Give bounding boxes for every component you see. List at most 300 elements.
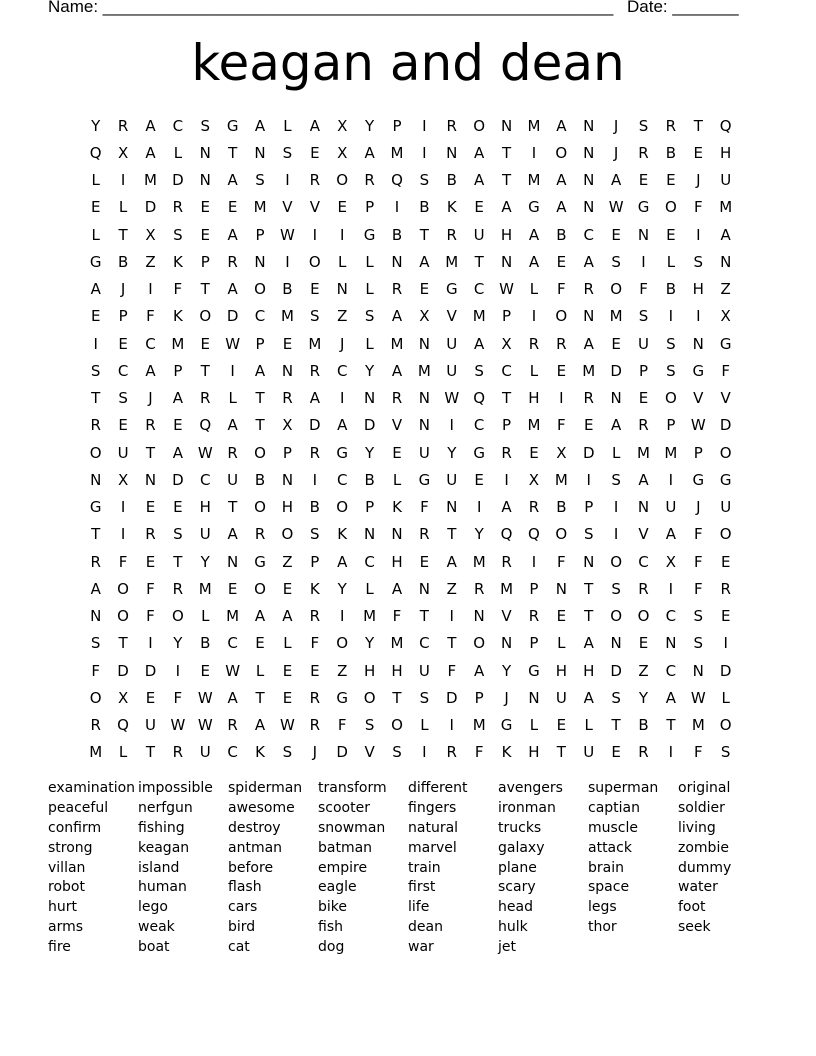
- grid-letter: Z: [282, 552, 293, 571]
- grid-letter: P: [529, 579, 539, 598]
- word-item: captian: [588, 799, 640, 816]
- grid-letter: I: [422, 143, 427, 162]
- word-item: before: [228, 859, 274, 876]
- grid-letter: O: [254, 443, 266, 462]
- grid-letter: E: [227, 579, 238, 598]
- grid-letter: U: [446, 470, 458, 489]
- word-item: examination: [48, 780, 136, 796]
- grid-letter: A: [528, 252, 540, 271]
- grid-letter: T: [666, 716, 676, 735]
- grid-letter: O: [117, 579, 129, 598]
- word-item: galaxy: [498, 839, 545, 856]
- word-item: dummy: [678, 859, 732, 876]
- grid-letter: V: [638, 525, 649, 544]
- grid-letter: M: [527, 116, 541, 135]
- grid-letter: D: [719, 661, 732, 680]
- grid-letter: Y: [365, 634, 375, 653]
- grid-letter: I: [120, 498, 126, 517]
- grid-row: [82, 521, 742, 548]
- word-item: arms: [48, 919, 84, 936]
- grid-letter: E: [638, 171, 649, 190]
- grid-letter: O: [555, 525, 568, 544]
- word-item: jet: [498, 939, 516, 956]
- grid-letter: A: [474, 661, 485, 680]
- grid-letter: S: [282, 743, 293, 762]
- grid-letter: A: [145, 361, 156, 380]
- grid-letter: P: [173, 361, 183, 380]
- grid-letter: C: [364, 552, 375, 571]
- grid-letter: I: [120, 525, 126, 544]
- grid-letter: R: [90, 716, 101, 735]
- grid-letter: E: [419, 552, 430, 571]
- word-item: original: [678, 780, 731, 796]
- grid-letter: T: [474, 252, 484, 271]
- grid-letter: T: [693, 116, 703, 135]
- grid-letter: F: [337, 716, 347, 735]
- grid-row: [82, 657, 742, 684]
- word-item: space: [588, 879, 630, 896]
- grid-letter: F: [91, 661, 101, 680]
- word-item: peaceful: [48, 799, 109, 816]
- grid-letter: M: [89, 743, 103, 762]
- grid-letter: C: [583, 225, 594, 244]
- grid-letter: Z: [446, 579, 457, 598]
- grid-letter: F: [693, 198, 703, 217]
- grid-letter: T: [584, 579, 594, 598]
- grid-letter: U: [638, 334, 649, 353]
- grid-letter: C: [172, 116, 184, 135]
- grid-letter: N: [500, 116, 513, 135]
- grid-letter: E: [200, 334, 210, 353]
- grid-letter: A: [337, 552, 348, 571]
- grid-letter: U: [227, 470, 239, 489]
- grid-letter: R: [501, 552, 512, 571]
- grid-letter: T: [419, 225, 429, 244]
- grid-letter: C: [145, 334, 156, 353]
- grid-letter: I: [559, 389, 564, 408]
- grid-letter: H: [199, 498, 211, 517]
- grid-letter: S: [611, 688, 621, 707]
- word-item: hurt: [48, 899, 77, 916]
- grid-letter: O: [664, 389, 677, 408]
- grid-letter: L: [529, 716, 539, 735]
- word-item: flash: [228, 879, 262, 896]
- grid-letter: G: [89, 252, 102, 271]
- grid-letter: P: [474, 688, 484, 707]
- grid-letter: A: [227, 525, 238, 544]
- grid-letter: C: [336, 470, 348, 489]
- grid-letter: D: [172, 470, 184, 489]
- grid-letter: R: [583, 280, 594, 299]
- grid-letter: M: [527, 416, 541, 435]
- grid-letter: B: [419, 198, 430, 217]
- grid-letter: M: [719, 198, 733, 217]
- grid-letter: G: [89, 498, 102, 517]
- grid-letter: E: [474, 470, 484, 489]
- grid-letter: I: [285, 171, 290, 190]
- grid-row: [82, 603, 742, 630]
- grid-letter: R: [720, 579, 731, 598]
- grid-letter: S: [611, 579, 621, 598]
- grid-letter: A: [309, 116, 320, 135]
- grid-letter: W: [499, 280, 514, 299]
- grid-letter: I: [339, 607, 345, 626]
- grid-row: [82, 276, 742, 303]
- grid-letter: N: [418, 579, 430, 598]
- grid-letter: A: [172, 443, 183, 462]
- grid-letter: A: [391, 307, 403, 326]
- grid-letter: A: [282, 607, 293, 626]
- grid-letter: I: [531, 143, 537, 162]
- word-item: thor: [588, 919, 617, 936]
- grid-letter: S: [392, 743, 402, 762]
- grid-letter: X: [556, 443, 567, 462]
- word-item: robot: [48, 879, 85, 896]
- grid-letter: S: [282, 143, 293, 162]
- word-item: impossible: [138, 780, 213, 796]
- grid-letter: F: [420, 498, 429, 517]
- grid-letter: O: [719, 443, 732, 462]
- grid-letter: I: [668, 470, 674, 489]
- grid-letter: J: [613, 116, 619, 135]
- grid-letter: S: [90, 361, 101, 380]
- grid-letter: H: [720, 143, 732, 162]
- grid-letter: I: [175, 661, 181, 680]
- grid-letter: I: [148, 634, 153, 653]
- grid-letter: U: [473, 225, 485, 244]
- grid-letter: F: [639, 280, 648, 299]
- word-item: muscle: [588, 819, 639, 836]
- grid-letter: O: [555, 143, 568, 162]
- grid-letter: E: [638, 389, 649, 408]
- grid-letter: C: [254, 307, 266, 326]
- grid-letter: I: [422, 743, 427, 762]
- grid-letter: N: [254, 252, 266, 271]
- grid-letter: S: [611, 252, 621, 271]
- grid-letter: E: [337, 198, 347, 217]
- grid-letter: E: [556, 716, 567, 735]
- grid-letter: E: [556, 607, 567, 626]
- grid-letter: J: [120, 280, 126, 299]
- grid-row: [82, 385, 742, 412]
- grid-letter: M: [472, 716, 486, 735]
- grid-letter: L: [365, 579, 374, 598]
- grid-letter: P: [365, 498, 375, 517]
- grid-letter: B: [665, 280, 677, 299]
- grid-letter: R: [227, 252, 238, 271]
- grid-letter: R: [638, 143, 649, 162]
- grid-letter: U: [446, 361, 458, 380]
- word-item: fingers: [408, 799, 457, 816]
- grid-letter: U: [199, 525, 211, 544]
- grid-letter: S: [666, 334, 676, 353]
- grid-letter: L: [557, 634, 566, 653]
- grid-letter: Y: [474, 525, 484, 544]
- grid-letter: O: [117, 607, 129, 626]
- grid-letter: N: [692, 334, 704, 353]
- grid-letter: C: [227, 743, 238, 762]
- grid-letter: T: [501, 143, 512, 162]
- grid-letter: P: [502, 307, 512, 326]
- grid-letter: M: [445, 252, 459, 271]
- puzzle-title: keagan and dean: [191, 34, 625, 92]
- word-item: soldier: [678, 799, 725, 816]
- grid-letter: I: [449, 607, 454, 626]
- grid-letter: P: [118, 307, 128, 326]
- grid-row: [82, 412, 742, 439]
- grid-letter: D: [117, 661, 129, 680]
- grid-letter: O: [555, 307, 568, 326]
- word-item: bird: [228, 919, 256, 936]
- grid-letter: T: [145, 443, 156, 462]
- grid-letter: B: [117, 252, 129, 271]
- grid-letter: I: [230, 361, 235, 380]
- grid-letter: I: [476, 498, 482, 517]
- grid-letter: E: [200, 661, 210, 680]
- grid-letter: E: [638, 634, 649, 653]
- grid-letter: U: [144, 716, 156, 735]
- grid-letter: V: [364, 743, 375, 762]
- grid-letter: T: [584, 607, 594, 626]
- grid-letter: S: [310, 307, 320, 326]
- grid-row: [82, 303, 742, 330]
- grid-letter: S: [310, 525, 320, 544]
- grid-letter: W: [444, 389, 460, 408]
- grid-letter: Y: [337, 579, 347, 598]
- grid-letter: U: [418, 661, 430, 680]
- grid-letter: A: [556, 198, 567, 217]
- grid-letter: X: [419, 307, 430, 326]
- grid-letter: I: [148, 280, 153, 299]
- grid-letter: Q: [117, 716, 129, 735]
- grid-letter: X: [528, 470, 540, 489]
- grid-letter: E: [200, 198, 210, 217]
- grid-letter: E: [227, 198, 238, 217]
- grid-letter: F: [693, 552, 703, 571]
- grid-letter: I: [613, 525, 619, 544]
- grid-letter: A: [583, 334, 594, 353]
- word-item: villan: [48, 859, 86, 876]
- grid-letter: H: [391, 552, 403, 571]
- grid-letter: J: [148, 389, 153, 408]
- grid-letter: W: [225, 661, 241, 680]
- word-item: foot: [678, 899, 706, 916]
- grid-letter: L: [201, 607, 210, 626]
- grid-letter: A: [90, 280, 101, 299]
- grid-letter: E: [611, 334, 621, 353]
- grid-letter: E: [90, 307, 101, 326]
- word-item: fire: [48, 939, 71, 956]
- grid-letter: R: [665, 116, 677, 135]
- grid-letter: Z: [720, 280, 731, 299]
- grid-letter: E: [720, 607, 731, 626]
- grid-letter: X: [117, 470, 129, 489]
- grid-letter: W: [690, 688, 706, 707]
- grid-letter: L: [338, 252, 347, 271]
- grid-letter: M: [390, 143, 404, 162]
- grid-letter: N: [583, 171, 595, 190]
- grid-letter: I: [696, 225, 701, 244]
- grid-letter: Z: [638, 661, 649, 680]
- grid-letter: W: [197, 716, 213, 735]
- grid-letter: I: [285, 252, 290, 271]
- grid-letter: R: [145, 416, 156, 435]
- grid-letter: L: [392, 470, 402, 489]
- grid-letter: X: [501, 334, 512, 353]
- grid-letter: X: [117, 143, 129, 162]
- grid-letter: I: [120, 171, 126, 190]
- word-item: avengers: [498, 780, 563, 796]
- grid-letter: F: [310, 634, 320, 653]
- grid-letter: F: [173, 280, 183, 299]
- word-item: cars: [228, 899, 258, 916]
- grid-letter: E: [145, 498, 156, 517]
- grid-letter: N: [637, 225, 650, 244]
- grid-letter: A: [610, 416, 622, 435]
- grid-letter: S: [419, 688, 430, 707]
- grid-letter: R: [638, 416, 649, 435]
- grid-letter: L: [228, 389, 237, 408]
- grid-letter: R: [583, 389, 594, 408]
- grid-letter: A: [172, 389, 183, 408]
- grid-letter: G: [473, 443, 485, 462]
- grid-letter: O: [610, 552, 623, 571]
- grid-letter: T: [200, 280, 210, 299]
- grid-letter: E: [173, 416, 183, 435]
- grid-letter: F: [557, 416, 566, 435]
- grid-row: [82, 194, 742, 221]
- grid-letter: B: [446, 171, 457, 190]
- grid-letter: O: [719, 525, 732, 544]
- grid-letter: R: [117, 116, 129, 135]
- grid-letter: T: [228, 143, 238, 162]
- grid-letter: N: [610, 389, 622, 408]
- grid-letter: U: [446, 334, 458, 353]
- grid-letter: N: [610, 634, 622, 653]
- grid-letter: S: [583, 525, 594, 544]
- grid-letter: N: [90, 470, 102, 489]
- grid-letter: W: [280, 225, 295, 244]
- grid-letter: R: [528, 498, 540, 517]
- grid-letter: I: [723, 634, 728, 653]
- grid-letter: P: [282, 443, 292, 462]
- grid-letter: O: [391, 716, 403, 735]
- word-item: island: [138, 859, 180, 876]
- grid-letter: R: [227, 716, 238, 735]
- grid-letter: E: [282, 661, 293, 680]
- grid-row: [82, 221, 742, 248]
- name-field: Name: ______________________________________________________: [48, 0, 614, 16]
- grid-letter: M: [472, 307, 486, 326]
- grid-letter: K: [255, 743, 265, 762]
- grid-letter: E: [666, 225, 676, 244]
- grid-letter: I: [613, 498, 619, 517]
- date-field: Date: _______: [627, 0, 739, 16]
- grid-letter: Q: [473, 389, 486, 408]
- grid-letter: A: [583, 252, 594, 271]
- grid-letter: I: [339, 225, 345, 244]
- grid-letter: G: [363, 225, 376, 244]
- grid-letter: A: [720, 225, 731, 244]
- grid-letter: M: [390, 334, 404, 353]
- grid-letter: R: [419, 525, 430, 544]
- grid-letter: E: [282, 688, 293, 707]
- grid-letter: R: [309, 716, 321, 735]
- grid-letter: E: [583, 416, 594, 435]
- grid-letter: G: [226, 116, 239, 135]
- grid-letter: R: [172, 198, 184, 217]
- word-item: fish: [318, 919, 343, 936]
- word-item: dog: [318, 939, 345, 956]
- grid-letter: H: [528, 389, 540, 408]
- grid-letter: P: [502, 416, 512, 435]
- grid-letter: U: [555, 688, 567, 707]
- grid-letter: E: [282, 579, 293, 598]
- grid-letter: O: [363, 688, 376, 707]
- grid-row: [82, 684, 742, 711]
- grid-letter: E: [145, 552, 156, 571]
- grid-letter: N: [144, 470, 157, 489]
- word-item: zombie: [678, 839, 729, 856]
- word-item: human: [138, 879, 187, 896]
- grid-letter: F: [146, 307, 155, 326]
- grid-letter: S: [173, 525, 183, 544]
- grid-letter: B: [364, 470, 375, 489]
- grid-letter: A: [364, 143, 375, 162]
- grid-row: [82, 439, 742, 466]
- grid-letter: A: [227, 416, 238, 435]
- grid-letter: V: [391, 416, 403, 435]
- grid-letter: H: [391, 661, 403, 680]
- grid-letter: L: [420, 716, 429, 735]
- grid-letter: R: [446, 743, 457, 762]
- grid-letter: L: [118, 198, 128, 217]
- grid-letter: A: [638, 470, 649, 489]
- grid-letter: N: [528, 688, 540, 707]
- grid-letter: Y: [365, 361, 375, 380]
- grid-letter: B: [665, 143, 677, 162]
- grid-letter: A: [254, 716, 266, 735]
- grid-letter: F: [557, 552, 566, 571]
- grid-letter: M: [664, 443, 678, 462]
- grid-letter: O: [308, 252, 321, 271]
- word-item: antman: [228, 839, 283, 856]
- grid-letter: L: [529, 361, 539, 380]
- grid-letter: E: [118, 416, 128, 435]
- grid-letter: L: [118, 743, 128, 762]
- grid-letter: C: [665, 607, 677, 626]
- word-item: boat: [138, 939, 170, 956]
- grid-letter: R: [638, 743, 649, 762]
- grid-letter: J: [312, 743, 318, 762]
- grid-letter: X: [337, 116, 348, 135]
- grid-letter: N: [665, 634, 677, 653]
- grid-letter: K: [172, 307, 183, 326]
- grid-letter: N: [583, 198, 595, 217]
- grid-letter: M: [308, 334, 322, 353]
- grid-letter: A: [419, 252, 430, 271]
- grid-row: [82, 712, 742, 739]
- grid-letter: H: [500, 225, 513, 244]
- grid-letter: A: [474, 143, 485, 162]
- grid-letter: C: [336, 361, 348, 380]
- grid-letter: T: [91, 525, 101, 544]
- grid-letter: G: [500, 716, 513, 735]
- grid-letter: D: [144, 661, 157, 680]
- grid-letter: O: [336, 634, 349, 653]
- grid-letter: V: [309, 198, 320, 217]
- word-item: train: [408, 859, 441, 876]
